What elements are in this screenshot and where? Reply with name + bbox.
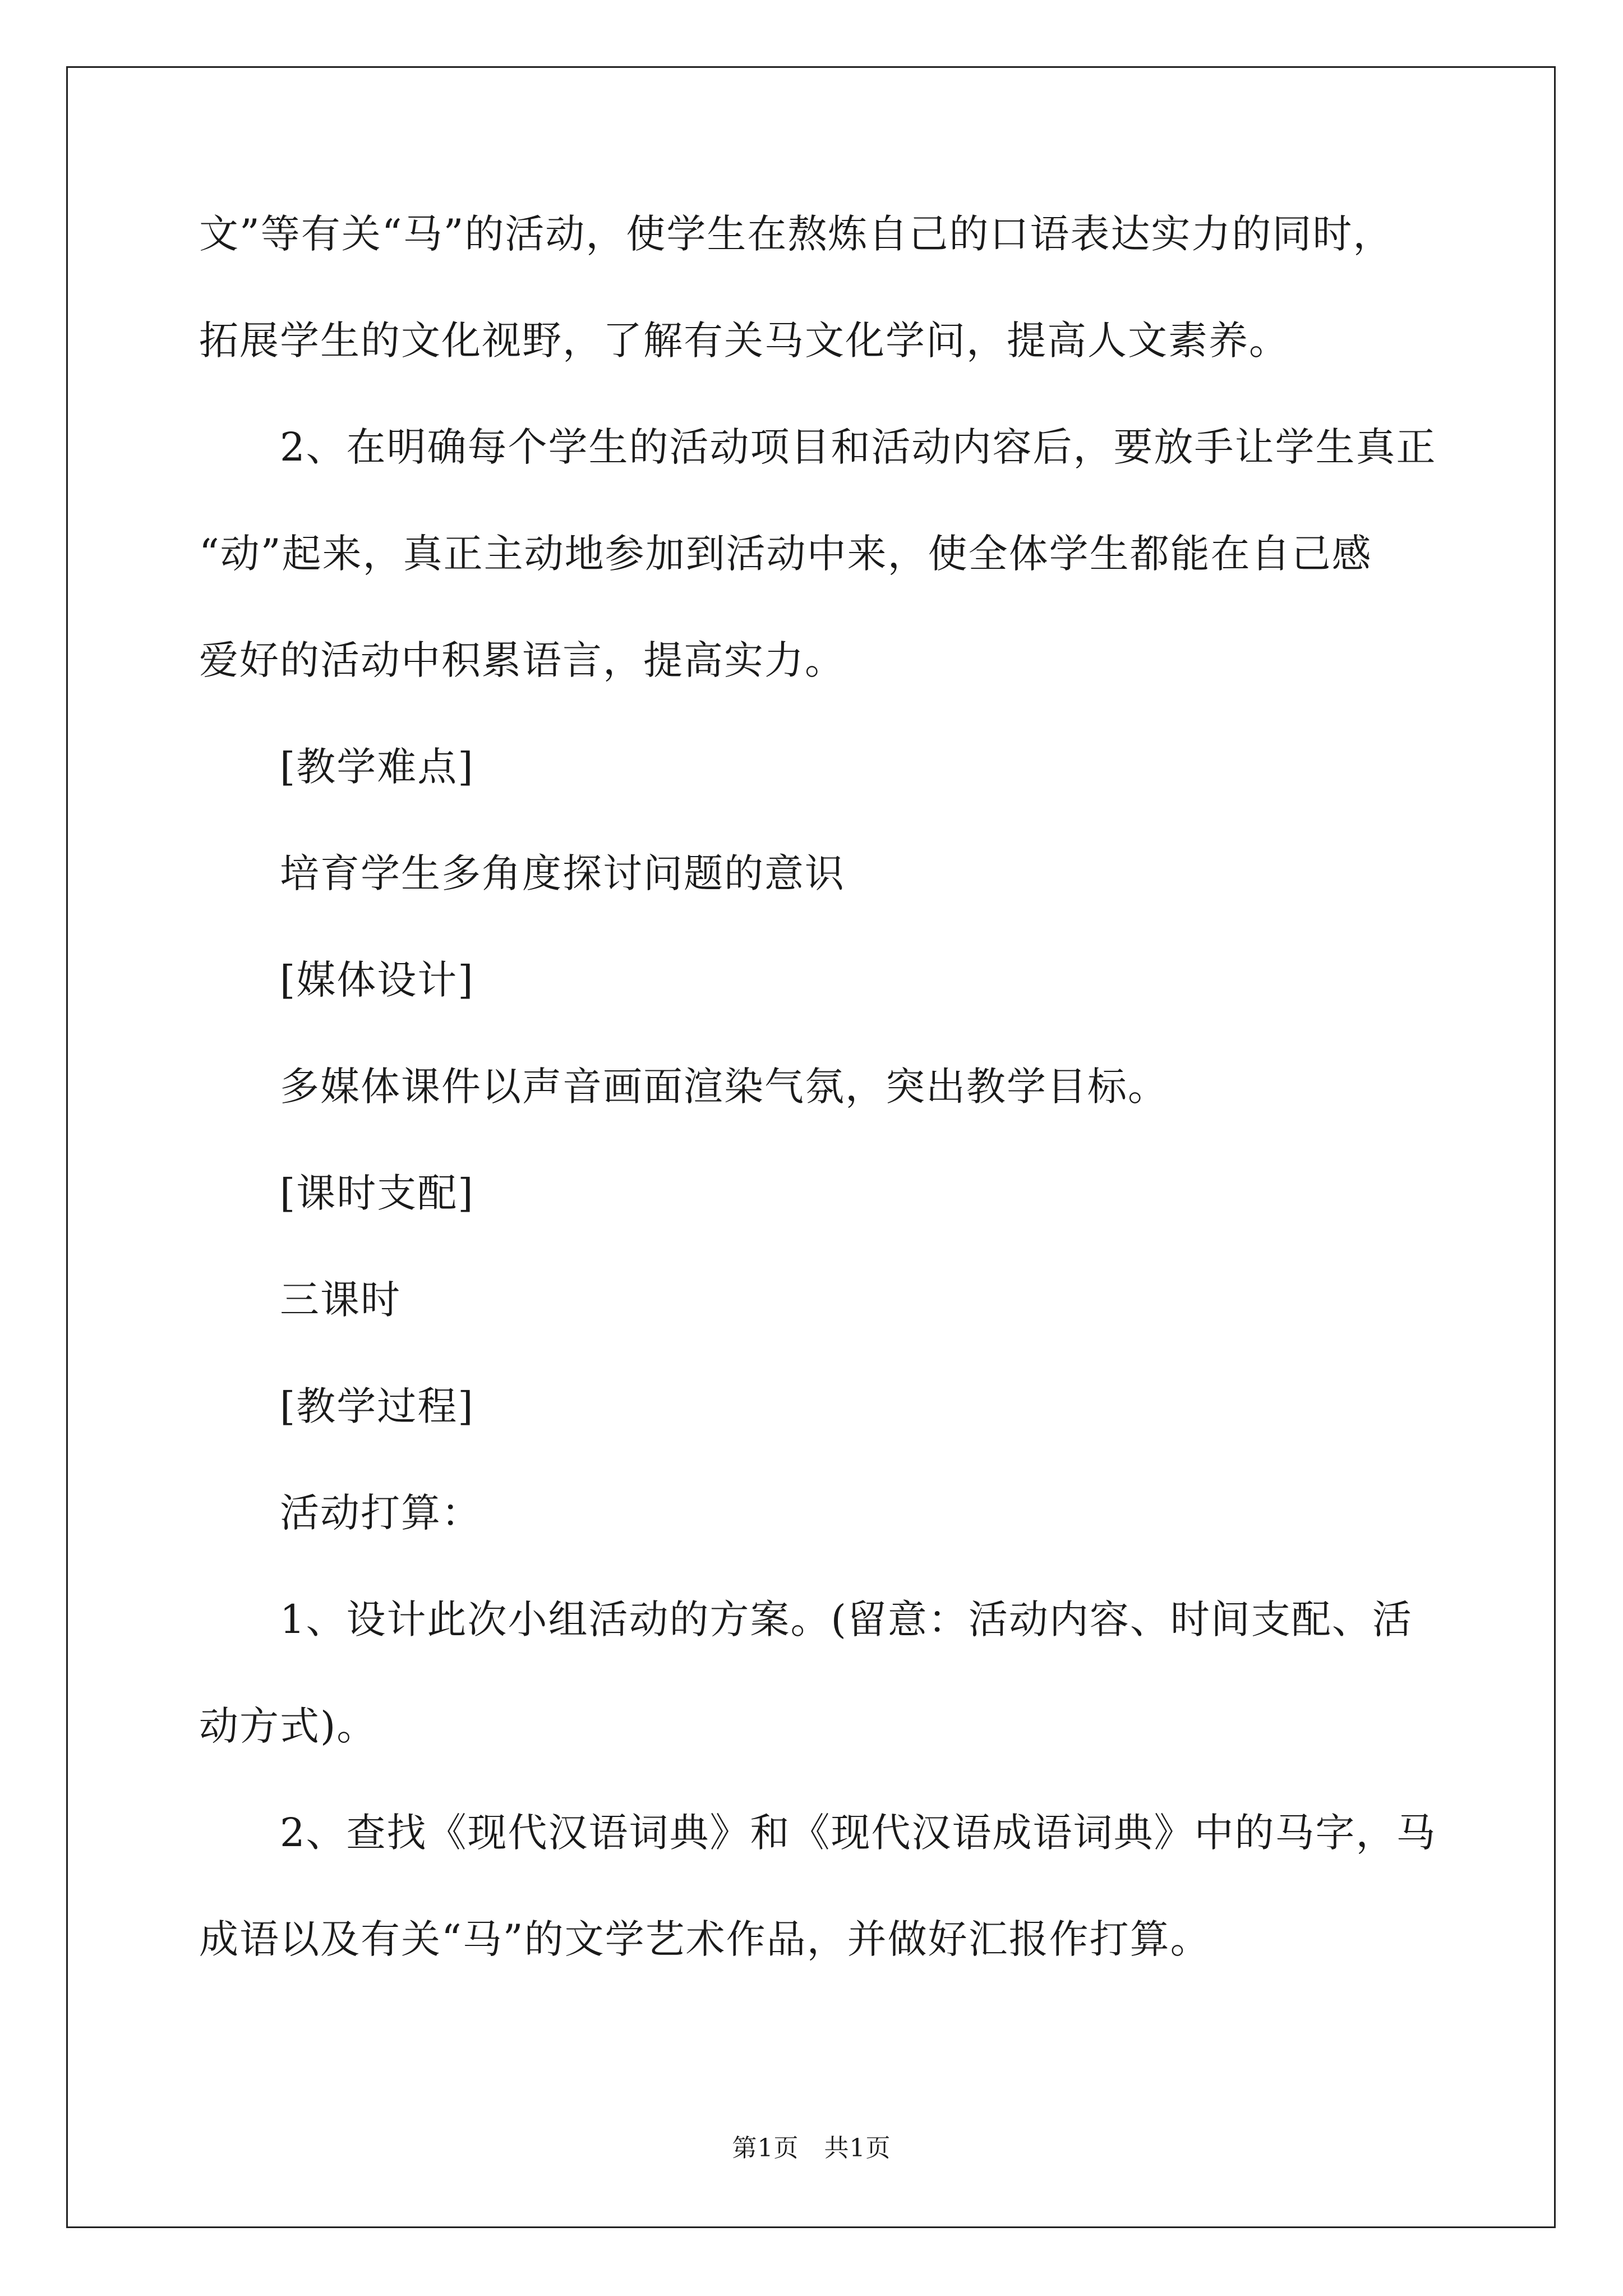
paragraph-line: 三课时 [280, 1277, 401, 1323]
paragraph-line: 文”等有关“马”的活动，使学生在熬炼自己的口语表达实力的同时， [199, 211, 1394, 257]
paragraph-line: 多媒体课件以声音画面渲染气氛，突出教学目标。 [280, 1064, 1168, 1110]
section-heading-teaching-process: [教学过程] [280, 1383, 474, 1429]
paragraph-line: 培育学生多角度探讨问题的意识 [280, 850, 845, 896]
section-heading-media-design: [媒体设计] [280, 957, 474, 1003]
paragraph-line: “动”起来，真正主动地参加到活动中来，使全体学生都能在自己感 [199, 531, 1372, 577]
page-border [66, 66, 1556, 2228]
paragraph-line: 成语以及有关“马”的文学艺术作品，并做好汇报作打算。 [199, 1916, 1211, 1962]
paragraph-line: 动方式)。 [199, 1703, 377, 1749]
page-number-footer: 第1页 共1页 [732, 2134, 891, 2162]
section-heading-class-hours: [课时支配] [280, 1170, 474, 1216]
paragraph-line: 1、设计此次小组活动的方案。(留意：活动内容、时间支配、活 [280, 1596, 1413, 1642]
paragraph-line: 2、在明确每个学生的活动项目和活动内容后，要放手让学生真正 [280, 424, 1437, 470]
section-heading-teaching-difficulty: [教学难点] [280, 744, 474, 790]
paragraph-line: 活动打算： [280, 1490, 482, 1536]
paragraph-line: 2、查找《现代汉语词典》和《现代汉语成语词典》中的马字，马 [280, 1810, 1437, 1856]
paragraph-line: 拓展学生的文化视野，了解有关马文化学问，提高人文素养。 [199, 318, 1289, 364]
paragraph-line: 爱好的活动中积累语言，提高实力。 [199, 637, 845, 683]
